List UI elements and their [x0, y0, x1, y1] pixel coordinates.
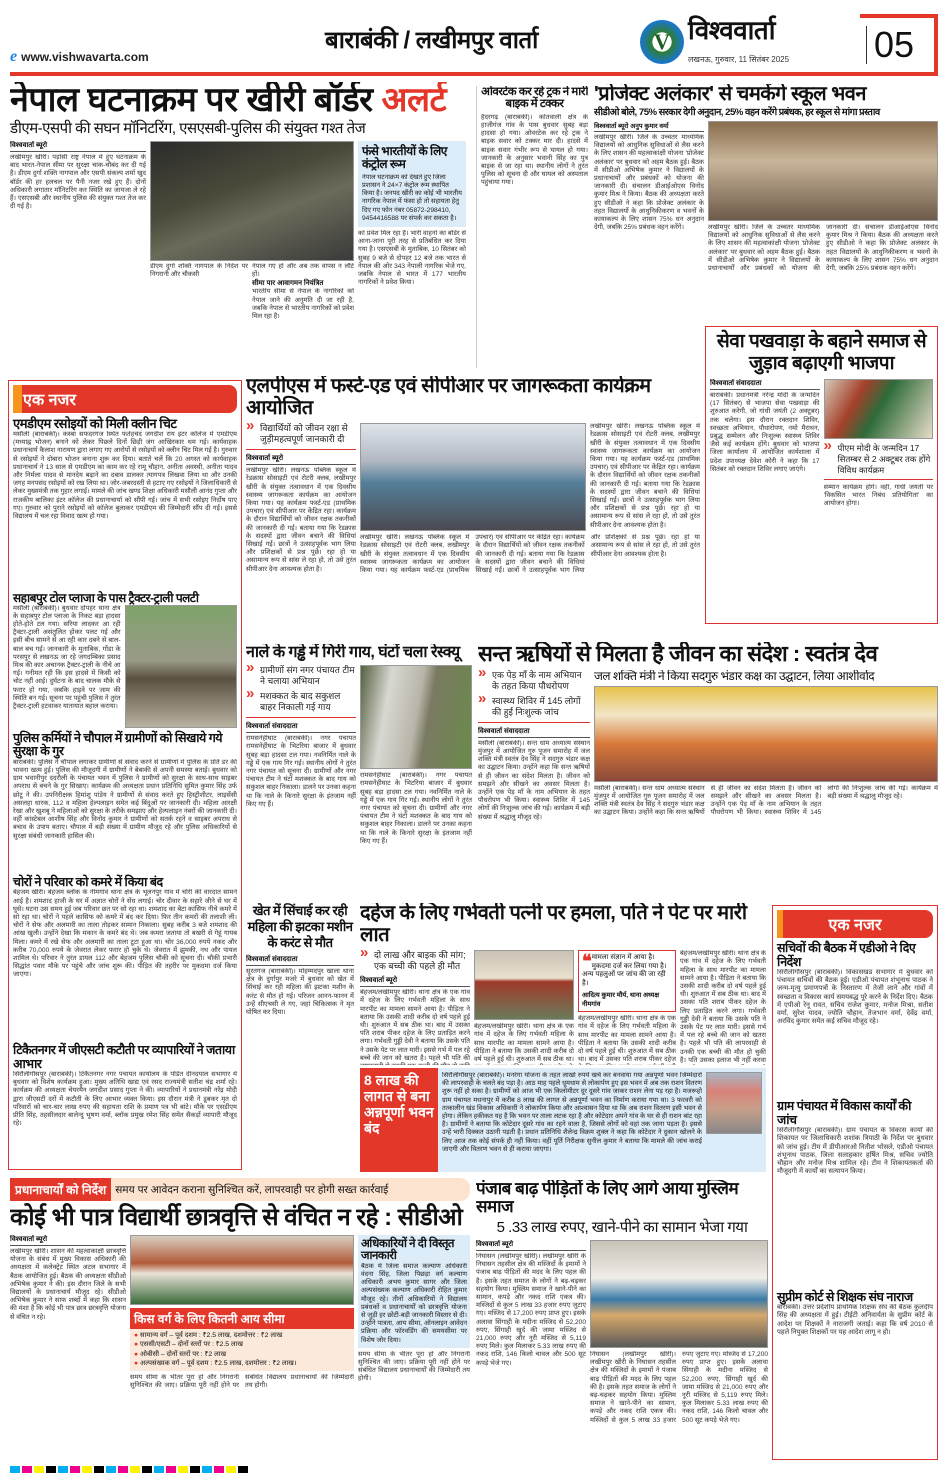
minister-event-photo: [594, 686, 938, 782]
lps-col1: » विद्यार्थियों को जीवन रक्षा से जुड़ीमहत्वपूर्ण जानकारी दी विश्ववार्ता ब्यूरो लखीमपुर खीरी। लखनऊ पब्लिक स्कूल में रेडक्रास सोसाइटी एवं रोटरी क्लब, लखीमपुर खीरी के संयुक्त तत्वावधान में एक दिवसीय स्वास्थ्य जागरूकता कार्यक्रम का आयोजन किया गया। यह कार्यक्रम फर्स्ट-एड (प्राथमिक उपचार) एवं सीपीआर पर केंद्रित रहा। कार्यक्रम के दौरान विद्यार्थियों को जीवन रक्षक तकनीकों की जानकारी दी गई। बताया गया कि रेडक्रास के सदस्यों द्वारा जीवन बचाने की विधियां सिखाई गईं। छात्रों ने उत्साहपूर्वक भाग लिया और प्रशिक्षकों से प्रश्न पूछे। रहा हो या असामान्य रूप से सांस ले रहा हो, तो उसे तुरंत सीपीआर देना आवश्यक होता है।: [246, 423, 356, 640]
cow-in-drain-photo: [360, 665, 472, 769]
logo: V: [640, 20, 684, 64]
lead-story: [10, 82, 470, 368]
alankar-body: विश्ववार्ता ब्यूरो अनुप कुमार वर्मा लखीमपुर खीरी। जिले के उच्चतर माध्यमिक विद्यालयों को आधुनिक सुविधाओं से लैस करने के लिए शासन की महत्वाकांक्षी योजना 'प्रोजेक्ट अलंकार' पर बुधवार को अहम बैठक हुई। बैठक में सीडीओ अभिषेक कुमार ने विद्यालयों के प्रधानाचार्यों और प्रबंधकों को योजना की जानकारी दी। संचालन डीआईओएस विनोद कुमार मिश्र ने किया। बैठक की अध्यक्षता करते हुए सीडीओ ने कहा कि प्रोजेक्ट अलंकार के तहत विद्यालयों के आधुनिकीकरण व भवनों के कायाकल्प के लिए शासन 75% धन अनुदान देगी, जबकि 25% प्रबंधक वहन करेंगे।: [594, 122, 704, 232]
lead-right: [358, 141, 466, 368]
alankar-headline: 'प्रोजेक्ट अलंकार' से चमकेंगे स्कूल भवन: [594, 84, 867, 105]
photo-caption: डीएम दुर्गा शक्ति नागपाल के निर्देश पर निगरानी और चौकसी: [150, 262, 248, 279]
punjab-story: पंजाब बाढ़ पीड़ितों के लिए आगे आया मुस्लिम समाज 5 .33 लाख रुपए, खाने-पीने का सामान भेजा गया विश्ववार्ता ब्यूरो निघासन (लखीमपुर खीरी)। लखीमपुर खीरी के निघासन तहसील क्षेत्र की मस्जिदों के इमामों ने पंजाब बाढ़ पीड़ितों की मदद के लिए पहल की है। इसके तहत समाज के लोगों ने बढ़-चढ़कर सहयोग किया। मुस्लिम समाज ने खाने-पीने का सामान, कपड़े और नकद राशि एकत्र की। मस्जिदों से कुल 5 लाख 33 हजार रुपए जुटाए गए। मस्जिद से 17,200 रुपए प्राप्त हुए। इसके अलावा सिंगाही के मदीना मस्जिद से 52,200 रुपए, सिंगाही खुर्द की जामा मस्जिद से 21,000 रुपए और नूरी मस्जिद से 5,119 रुपए मिले। कुल मिलाकर 5.33 लाख रुपए की नकद राशि, 146 किलो चावल और 500 सूट कपड़े भेजे गए। निघासन (लखीमपुर खीरी)। लखीमपुर खीरी के निघासन तहसील क्षेत्र की मस्जिदों के इमामों ने पंजाब बाढ़ पीड़ितों की मदद के लिए पहल की है। इसके तहत समाज के लोगों ने बढ़-चढ़कर सहयोग किया। मुस्लिम समाज ने खाने-पीने का सामान, कपड़े और नकद राशि एकत्र की। मस्जिदों से कुल 5 लाख 33 हजार रुपए जुटाए गए। मस्जिद से 17,200 रुपए प्राप्त हुए। इसके अलावा सिंगाही के मदीना मस्जिद से 52,200 रुपए, सिंगाही खुर्द की जामा मस्जिद से 21,000 रुपए और नूरी मस्जिद से 5,119 रुपए मिले। कुल मिलाकर 5.33 लाख रुपए की नकद राशि, 146 किलो चावल और 500 सूट कपड़े भेजे गए।: [476, 1180, 768, 1460]
income-limit-box: किस वर्ग के लिए कितनी आय सीमा ● सामान्य वर्ग – पूर्व दशम : ₹2.5 लाख, दशमोत्तर : ₹2 लाख ● एससी/एसटी – दोनों स्तरों पर : ₹2.5 लाख ● ओबीसी – दोनों स्तरों पर : ₹2 लाख ● अल्पसंख्यक वर्ग – पूर्व दशम : ₹2.5 लाख, दशमोत्तर : ₹2 लाख।: [130, 1308, 354, 1371]
sant-col1: » एक पेड़ माँ के नाम अभियान के तहत किया पौधरोपण » स्वास्थ्य शिविर में 145 लोगों की हुई निःशुल्क जांच विश्ववार्ता संवाददाता मसौली (बाराबंकी)। सन्त धाम अध्यात्म संस्थान मुंजपुर में आयोजित गुरु पूजन समारोह में जल शक्ति मंत्री स्वतंत्र देव सिंह ने सदगुरु भंडार कक्ष का उद्घाटन किया। उन्होंने कहा कि सन्त ऋषियों से ही जीवन का संदेश मिलता है। जीवन को समझने और सीखने का अवसर मिलता है। उन्होंने एक पेड़ माँ के नाम अभियान के तहत पौधरोपण भी किया। स्वास्थ्य शिविर में 145 लोगों की निःशुल्क जांच की गई। कार्यक्रम में बड़ी संख्या में श्रद्धालु मौजूद रहे।: [478, 670, 590, 890]
lead-col3: को प्रवेश मिल रहा है। भारी वाहनों का बॉर्डर से आना-जाना पूरी तरह से प्रतिबंधित कर दिया गया है। एसएसबी के मुताबिक, 10 सितंबर को सुबह 9 बजे से दोपहर 12 बजे तक भारत से नेपाल की ओर 343 नेपाली नागरिक भेजे गए, जबकि नेपाल से भारत में 177 भारतीय नागरिकों ने प्रवेश किया।: [358, 230, 466, 287]
scholarship-story: प्रधानाचार्यों को निर्देश समय पर आवेदन कराना सुनिश्चित करें, लापरवाही पर होगी सख्त कार्रवाई कोई भी पात्र विद्यार्थी छात्रवृत्ति से वंचित न रहे : सीडीओ विश्ववार्ता ब्यूरो लखीमपुर खीरी। शासन की महत्वाकांक्षी छात्रवृत्ति योजना के संबंध में मुख्य विकास अधिकारी की अध्यक्षता में कलेक्ट्रेट स्थित अटल सभागार में बैठक आयोजित हुई। बैठक की अध्यक्षता सीडीओ अभिषेक कुमार ने की। इस दौरान जिले के सभी विद्यालयों के प्रधानाचार्य मौजूद रहे। सीडीओ अभिषेक कुमार ने साफ शब्दों में कहा कि शासन की मंशा है कि कोई भी पात्र छात्र छात्रवृत्ति योजना से वंचित न रहे। किस वर्ग के लिए कितनी आय सीमा ● सामान्य वर्ग – पूर्व दशम : ₹2.5 लाख, दशमोत्तर : ₹2 लाख ● एससी/एसटी – दोनों स्तरों पर : ₹2.5 लाख ● ओबीसी – दोनों स्तरों पर : ₹2 लाख ● अल्पसंख्यक वर्ग – पूर्व दशम : ₹2.5 लाख, दशमोत्तर : ₹2 लाख। समय सीमा के भीतर पूरा हो और निगरानी सुनिश्चित की जाए। प्रक्रिया पूरी नहीं होने पर संबंधित विद्यालय प्रधानाचार्यों की जिम्मेदारी तय होगी। अधिकारियों ने दी विस्तृत जानकारी बैठक में जिला समाज कल्याण अधिकारी वंदना सिंह, जिला पिछड़ा वर्ग कल्याण अधिकारी अभय कुमार सागर और जिला अल्पसंख्यक कल्याण अधिकारी रोहित कुमार मौजूद रहे। तीनों अधिकारियों ने विद्यालय प्रबंधकों व प्रधानाचार्यों को छात्रवृत्ति योजना से जुड़ी हर छोटी-बड़ी जानकारी विस्तार से दी। उन्होंने पात्रता, आय सीमा, ऑनलाइन आवेदन प्रक्रिया और फॉरवर्डिंग की समयसीमा पर विशेष जोर दिया। समय सीमा के भीतर पूरा हो और निगरानी सुनिश्चित की जाए। प्रक्रिया पूरी नहीं होने पर संबंधित विद्यालय प्रधानाचार्यों की जिम्मेदारी तय होगी।: [10, 1178, 470, 1460]
annapurna-box: 8 लाख की लागत से बना अन्नपूर्णा भवन बंद सिरौलीगौसपुर (बाराबंकी)। मनरेगा योजना के तहत लाखों रुपये खर्च कर बनवाया गया अन्नपूर्णा भवन जिम्मेदारों की लापरवाही के चलते बंद पड़ा है। आठ माह पहले धूमधाम से लोकार्पण हुए इस भवन में अब तक राशन वितरण शुरू नहीं हो सका है। ग्रामीणों को आज भी एक किलोमीटर दूर दूसरे गांव जाकर राशन लेना पड़ रहा है। मजरूहो ग्राम पंचायत मधनापुर में करीब 8 लाख की लागत से अन्नपूर्णा भवन का निर्माण कराया गया था। 3 फरवरी को तत्कालीन खंड विकास अधिकारी ने लोकार्पण किया और आश्वासन दिया था कि अब राशन वितरण इसी भवन से होगा। लेकिन हकीकत यह है कि भवन पर ताला लटक रहा है और कोटेदार अपने गांव के घर से ही राशन बांट रहा है। ग्रामीणों ने बताया कि कोटेदार दूसरे गांव का रहने वाला है, जिससे लोगों को वहां तक जाना पड़ता है। इससे उन्हें भारी दिक्कत उठानी पड़ती है। प्रधान प्रतिनिधि शैलेन्द्र विक्रम शुक्ल ने कहा कि कोटेदार ने दुकान खोलने के लिए आज तक कोई संपर्क ही नहीं किया। वहीं पूर्ति निरीक्षक सुनील कुमार ने बताया कि मामले की जांच कराई जाएगी और वितरण भवन से ही कराया जाएगा।: [360, 1068, 766, 1172]
first-aid-program-photo: [360, 423, 586, 531]
sant-headline: सन्त ऋषियों से मिलता है जीवन का संदेश : स्वतंत्र देव: [478, 642, 878, 666]
cow-headline: नाले के गड्ढे में गिरी गाय, घंटों चला रेस्क्यू: [246, 644, 460, 661]
dahej-story: दहेज के लिए गर्भवती पत्नी पर हमला, पति ने पेट पर मारी लात » दो लाख और बाइक की मांग; एक बच्ची की पहले ही मौत विश्ववार्ता ब्यूरो बेहजम/लखीमपुर खीरी। थाना क्षेत्र के एक गांव में दहेज के लिए गर्भवती महिला के साथ मारपीट का मामला सामने आया है। पीड़िता ने बताया कि उसकी शादी करीब दो वर्ष पहले हुई थी। शुरुआत में सब ठीक था। बाद में उसका पति शराब पीकर दहेज के लिए प्रताड़ित करने लगा। गर्भवती गुड्डी देवी ने बताया कि उसके पति ने उसके पेट पर लात मारी। इससे गर्भ में पल रहे बच्चे की जान को खतरा है। पहले भी पति की बेहजम/लखीमपुर खीरी। थाना क्षेत्र के एक गांव में दहेज के लिए गर्भवती महिला के साथ मारपीट का मामला सामने आया है। पीड़िता ने बताया कि उसकी शादी करीब दो वर्ष पहले हुई थी। शुरुआत में सब ठीक था। ❝ मामला संज्ञान में आया है। मुकदमा दर्ज कर लिया गया है। अन्य पहलुओं पर जांच की जा रही है। आदित्य कुमार मौर्य, थाना अध्यक्ष नीमगांव बेहजम/लखीमपुर खीरी। थाना क्षेत्र के एक गांव में दहेज के लिए गर्भवती महिला के साथ मारपीट का मामला सामने आया है। पीड़िता ने बताया कि उसकी शादी करीब दो वर्ष पहले हुई थी। शुरुआत में सब ठीक था। बाद में उसका पति शराब पीकर दहेज बेहजम/लखीमपुर खीरी। थाना क्षेत्र के एक गांव में दहेज के लिए गर्भवती महिला के साथ मारपीट का मामला सामने आया है। पीड़िता ने बताया कि उसकी शादी करीब दो वर्ष पहले हुई थी। शुरुआत में सब ठीक था। बाद में उसका पति शराब पीकर दहेज के लिए प्रताड़ित करने लगा। गर्भवती गुड्डी देवी ने बताया कि उसके पति ने उसके पेट पर लात मारी। इससे गर्भ में पल रहे बच्चे की जान को खतरा है। पहले भी पति की लापरवाही से उनकी एक बच्ची की मौत हो चुकी है। पति उसका इलाज भी नहीं करवा: [360, 903, 766, 1065]
alankar-subheadline: सीडीओ बोले, 75% सरकार देगी अनुदान, 25% वहन करेंगे प्रबंधक, हर स्कूल से मांगा प्रस्ताव: [594, 106, 880, 118]
alankar-story: [594, 84, 938, 320]
bjp-event-photo: [824, 379, 934, 439]
lead-mid: [150, 141, 354, 368]
shock-story: खेत में सिंचाई कर रही महिला की झटका मशीन के करंट से मौत विश्ववार्ता संवाददाता सूरतगंज (बाराबंकी)। मोहम्मदपुर खाला थाना क्षेत्र के दुर्गापुर मजरे में बुधवार को खेत में सिंचाई कर रही महिला की झटका मशीन के करंट से मौत हो गई। परिजन आनन-फानन में उन्हें सीएचसी ले गए, जहां चिकित्सक ने मृत घोषित कर दिया।: [246, 903, 354, 1017]
lead-subheadline: डीएम-एसपी की सघन मॉनिटरिंग, एसएसबी-पुलिस की संयुक्त गश्त तेज: [10, 119, 366, 137]
browser-e-icon: e: [10, 48, 18, 65]
cow-story: नाले के गड्ढे में गिरी गाय, घंटों चला रेस्क्यू » ग्रामीणों संग नगर पंचायत टीम ने चलाया अभियान » मशक्कत के बाद सकुशल बाहर निकाली गई गाय विश्ववार्ता संवाददाता रामसनेहीघाट (बाराबंकी)। नगर पंचायत रामसनेहीघाट के भिटरिया बाजार में बुधवार सुबह बड़ा हादसा टल गया। नवनिर्मित नाले के गड्ढे में एक गाय गिर गई। स्थानीय लोगों ने तुरंत नगर पंचायत को सूचना दी। ग्रामीणों और नगर पंचायत टीम ने घंटों मशक्कत के बाद गाय को सकुशल बाहर निकाला। डालने पर उनका कहना था कि नाले के किनारे सुरक्षा के इंतजाम नहीं किए गए हैं। रामसनेहीघाट (बाराबंकी)। नगर पंचायत रामसनेहीघाट के भिटरिया बाजार में बुधवार सुबह बड़ा हादसा टल गया। नवनिर्मित नाले के गड्ढे में एक गाय गिर गई। स्थानीय लोगों ने तुरंत नगर पंचायत को सूचना दी। ग्रामीणों और नगर पंचायत टीम ने घंटों मशक्कत के बाद गाय को सकुशल बाहर निकाला। डालने पर उनका कहना था कि नाले के किनारे सुरक्षा के इंतजाम नहीं किए गए हैं।: [246, 644, 472, 890]
dahej-headline: दहेज के लिए गर्भवती पत्नी पर हमला, पति ने पेट पर मारी लात: [360, 903, 747, 946]
meeting-photo: [708, 121, 938, 221]
alankar-right: लखीमपुर खीरी। जिले के उच्चतर माध्यमिक विद्यालयों को आधुनिक सुविधाओं से लैस करने के लिए शासन की महत्वाकांक्षी योजना 'प्रोजेक्ट अलंकार' पर बुधवार को अहम बैठक हुई। बैठक में सीडीओ अभिषेक कुमार ने विद्यालयों के प्रधानाचार्यों और प्रबंधकों को योजना की जानकारी दी। संचालन डीआईओएस विनोद कुमार मिश्र ने किया। बैठक की अध्यक्षता करते हुए सीडीओ ने कहा कि प्रोजेक्ट अलंकार के तहत विद्यालयों के आधुनिकीकरण व भवनों के कायाकल्प के लिए शासन 75% धन अनुदान देगी, जबकि 25% प्रबंधक वहन करेंगे।: [708, 121, 938, 320]
subhead: सीमा पार आवागमन नियंत्रित: [252, 280, 324, 288]
lead-headline: नेपाल घटनाक्रम पर खीरी बॉर्डर अलर्ट: [10, 82, 447, 119]
seva-box: सेवा पखवाड़ा के बहाने समाज से जुड़ाव बढ़ाएगी भाजपा विश्ववार्ता संवाददाता बाराबंकी। प्रधानमंत्री नरेन्द्र मोदी के जन्मदिन (17 सितंबर) से भाजपा सेवा पखवाड़ा की शुरुआत करेगी, जो गांधी जयंती (2 अक्टूबर) तक चलेगा। इस दौरान रक्तदान शिविर, स्वच्छता अभियान, पौधारोपण, नमो मैराथन, प्रबुद्ध सम्मेलन और निःशुल्क स्वास्थ्य शिविर जैसे कई कार्यक्रम होंगे। बुधवार को भाजपा जिला कार्यालय में आयोजित कार्यशाला में प्रदेश उपाध्यक्ष देवेश कोरी ने कहा कि 17 सितंबर को रक्तदान शिविर लगाए जाएंगे। » पीएम मोदी के जन्मदिन 17 सितम्बर से 2 अक्टूबर तक होंगे विविध कार्यक्रम सम्मान कार्यक्रम होंगे। वहीं, गांधी जयंती पर 'विकसित भारत निबंध प्रतियोगिता' का आयोजन होगा।: [705, 326, 938, 624]
tractor-accident-photo: [125, 605, 237, 728]
scholarship-meeting-photo: [130, 1235, 354, 1305]
page-number-box: [860, 14, 938, 72]
officers-box: अधिकारियों ने दी विस्तृत जानकारी बैठक में जिला समाज कल्याण अधिकारी वंदना सिंह, जिला पिछड़ा वर्ग कल्याण अधिकारी अभय कुमार सागर और जिला अल्पसंख्यक कल्याण अधिकारी रोहित कुमार मौजूद रहे। तीनों अधिकारियों ने विद्यालय प्रबंधकों व प्रधानाचार्यों को छात्रवृत्ति योजना से जुड़ी हर छोटी-बड़ी जानकारी विस्तार से दी। उन्होंने पात्रता, आय सीमा, ऑनलाइन आवेदन प्रक्रिया और फॉरवर्डिंग की समयसीमा पर विशेष जोर दिया।: [358, 1235, 470, 1348]
income-item: ● एससी/एसटी – दोनों स्तरों पर : ₹2.5 लाख: [134, 1341, 243, 1349]
quote-icon: ❝: [582, 951, 592, 972]
color-registration-bar: [10, 1463, 940, 1473]
punjab-col1: विश्ववार्ता ब्यूरो निघासन (लखीमपुर खीरी)। लखीमपुर खीरी के निघासन तहसील क्षेत्र की मस्जिदों के इमामों ने पंजाब बाढ़ पीड़ितों की मदद के लिए पहल की है। इसके तहत समाज के लोगों ने बढ़-चढ़कर सहयोग किया। मुस्लिम समाज ने खाने-पीने का सामान, कपड़े और नकद राशि एकत्र की। मस्जिदों से कुल 5 लाख 33 हजार रुपए जुटाए गए। मस्जिद से 17,200 रुपए प्राप्त हुए। इसके अलावा सिंगाही के मदीना मस्जिद से 52,200 रुपए, सिंगाही खुर्द की जामा मस्जिद से 21,000 रुपए और नूरी मस्जिद से 5,119 रुपए मिले। कुल मिलाकर 5.33 लाख रुपए की नकद राशि, 146 किलो चावल और 500 सूट कपड़े भेजे गए।: [476, 1240, 586, 1367]
donation-photo: [590, 1240, 768, 1348]
website[interactable]: e www.vishwavarta.com: [10, 48, 149, 65]
header-rule: [10, 72, 938, 76]
annapurna-label: 8 लाख की लागत से बना अन्नपूर्णा भवन बंद: [360, 1068, 438, 1172]
scholarship-headline: कोई भी पात्र विद्यार्थी छात्रवृत्ति से वंचित न रहे : सीडीओ: [10, 1204, 463, 1231]
right-ek-nazar: एक नजर सचिवों की बैठक में एडीओ ने दिए निर्देश सिरौलीगौसपुर (बाराबंकी)। विकासखंड सभागार में बुधवार को पंचायत सचिवों की बैठक हुई। एडीओ पंचायत शंभूनाथ पाठक ने जन्म-मृत्यु प्रमाणपत्रों के निस्तारण में तेजी लाने और गांवों में स्वच्छता व विकास कार्य समयबद्ध पूरे करने के निर्देश दिए। बैठक में एपीओ रेनू रावत, सचिव राजेश कुमार, मनोज मिश्रा, सतीश वर्मा, सुरेश यादव, ज्योति चौहान, तेजभान वर्मा, देवेंद्र वर्मा, अरविंद कुमार समेत कई सचिव मौजूद रहे। ग्राम पंचायत में विकास कार्यों की जांच सिरौलीगौसपुर (बाराबंकी)। ग्राम पंचायत के विकास कार्यों की शिकायत पर जिलाधिकारी शशांक त्रिपाठी के निर्देश पर बुधवार को जांच हुई। टीम में डीपीआरओ नितीश भोसले, एडीओ पंचायत शंभूनाथ पाठक, जिला सलाहकार हर्षित मिश्र, सचिव ज्योति चौहान और मनोज मिश्र शामिल रहे। टीम ने शिकायतकर्ता की मौजूदगी में कार्यों का सत्यापन किया। सुप्रीम कोर्ट से शिक्षक संघ नाराज बाराबंकी। उत्तर प्रदेशीय प्राथमिक शिक्षक संघ की बैठक कुलदीप सिंह की अध्यक्षता में हुई। टीईटी अनिवार्यता के सुप्रीम कोर्ट के आदेश पर शिक्षकों ने नाराजगी जताई। कहा कि वर्ष 2010 से पहले नियुक्त शिक्षकों पर यह आदेश लागू न हो।: [772, 905, 938, 1460]
lead-col1: विश्ववार्ता ब्यूरो लखीमपुर खीरी। पड़ोसी राष्ट्र नेपाल में हुए घटनाक्रम के बाद भारत-नेपाल सीमा पर सुरक्षा चाक-चौबंद कर दी गई है। डीएम दुर्गा शक्ति नागपाल और एसपी संकल्प शर्मा खुद बॉर्डर की हर हलचल पर पैनी नजर रखे हुए हैं। दोनों अधिकारी लगातार मॉनिटरिंग कर स्थिति का जायजा ले रहे हैं। एसएसबी और स्थानीय पुलिस की संयुक्त गश्त तेज कर दी गई है।: [10, 141, 146, 211]
scholarship-strip: प्रधानाचार्यों को निर्देश समय पर आवेदन कराना सुनिश्चित करें, लापरवाही पर होगी सख्त कार्रवाई: [10, 1178, 470, 1201]
cow-col1: » ग्रामीणों संग नगर पंचायत टीम ने चलाया अभियान » मशक्कत के बाद सकुशल बाहर निकाली गई गाय विश्ववार्ता संवाददाता रामसनेहीघाट (बाराबंकी)। नगर पंचायत रामसनेहीघाट के भिटरिया बाजार में बुधवार सुबह बड़ा हादसा टल गया। नवनिर्मित नाले के गड्ढे में एक गाय गिर गई। स्थानीय लोगों ने तुरंत नगर पंचायत को सूचना दी। ग्रामीणों और नगर पंचायत टीम ने घंटों मशक्कत के बाद गाय को सकुशल बाहर निकाला। डालने पर उनका कहना था कि नाले के किनारे सुरक्षा के इंतजाम नहीं किए गए हैं।: [246, 665, 356, 890]
scholar-col1: विश्ववार्ता ब्यूरो लखीमपुर खीरी। शासन की महत्वाकांक्षी छात्रवृत्ति योजना के संबंध में मुख्य विकास अधिकारी की अध्यक्षता में कलेक्ट्रेट स्थित अटल सभागार में बैठक आयोजित हुई। बैठक की अध्यक्षता सीडीओ अभिषेक कुमार ने की। इस दौरान जिले के सभी विद्यालयों के प्रधानाचार्य मौजूद रहे। सीडीओ अभिषेक कुमार ने साफ शब्दों में कहा कि शासन की मंशा है कि कोई भी पात्र छात्र छात्रवृत्ति योजना से वंचित न रहे।: [10, 1235, 126, 1321]
punjab-subheadline: 5 .33 लाख रुपए, खाने-पीने का सामान भेजा गया: [496, 1218, 748, 1236]
annapurna-building-photo: [706, 1072, 762, 1134]
income-item: ● सामान्य वर्ग – पूर्व दशम : ₹2.5 लाख, दशमोत्तर : ₹2 लाख: [134, 1331, 283, 1339]
truck-story: ओवरटेक कर रहे ट्रक ने मारी बाइक में टक्कर हैदरगढ़ (बाराबंकी)। कोतवाली क्षेत्र के हाजीगंज गांव के पास बुधवार सुबह बड़ा हादसा हो गया। ओवरटेक कर रहे ट्रक ने बाइक सवार को टक्कर मार दी। हादसे में बाइक सवार गंभीर रूप से घायल हो गया। जानकारी के अनुसार भवानी सिंह का पुत्र बाइक से जा रहा था। स्थानीय लोगों ने तुरंत पुलिस को सूचना दी और घायल को अस्पताल पहुंचाया गया।: [476, 86, 588, 368]
lps-story: एलपीएस में फर्स्ट-एड एवं सीपीआर पर जागरूकता कार्यक्रम आयोजित » विद्यार्थियों को जीवन रक्षा से जुड़ीमहत्वपूर्ण जानकारी दी विश्ववार्ता ब्यूरो लखीमपुर खीरी। लखनऊ पब्लिक स्कूल में रेडक्रास सोसाइटी एवं रोटरी क्लब, लखीमपुर खीरी के संयुक्त तत्वावधान में एक दिवसीय स्वास्थ्य जागरूकता कार्यक्रम का आयोजन किया गया। यह कार्यक्रम फर्स्ट-एड (प्राथमिक उपचार) एवं सीपीआर पर केंद्रित रहा। कार्यक्रम के दौरान विद्यार्थियों को जीवन रक्षक तकनीकों की जानकारी दी गई। बताया गया कि रेडक्रास के सदस्यों द्वारा जीवन बचाने की विधियां सिखाई गईं। छात्रों ने उत्साहपूर्वक भाग लिया और प्रशिक्षकों से प्रश्न पूछे। रहा हो या असामान्य रूप से सांस ले रहा हो, तो उसे तुरंत सीपीआर देना आवश्यक होता है। लखीमपुर खीरी। लखनऊ पब्लिक स्कूल में रेडक्रास सोसाइटी एवं रोटरी क्लब, लखीमपुर खीरी के संयुक्त तत्वावधान में एक दिवसीय स्वास्थ्य जागरूकता कार्यक्रम का आयोजन किया गया। यह कार्यक्रम फर्स्ट-एड (प्राथमिक उपचार) एवं सीपीआर पर केंद्रित रहा। कार्यक्रम के दौरान विद्यार्थियों को जीवन रक्षक तकनीकों की जानकारी दी गई। बताया गया कि रेडक्रास के सदस्यों द्वारा जीवन बचाने की विधियां सिखाई गईं। छात्रों ने उत्साहपूर्वक भाग लिया और प्रशिक्षकों से प्रश्न पूछे। रहा हो या असामान्य रूप से सांस ले रहा हो, तो उसे तुरंत सीपीआर देना आवश्यक होता है। लखीमपुर खीरी। लखनऊ पब्लिक स्कूल में रेडक्रास सोसाइटी एवं रोटरी क्लब, लखीमपुर खीरी के संयुक्त तत्वावधान में एक दिवसीय स्वास्थ्य जागरूकता कार्यक्रम का आयोजन किया गया। यह कार्यक्रम फर्स्ट-एड (प्राथमिक उपचार) एवं सीपीआर पर केंद्रित रहा। कार्यक्रम के दौरान विद्यार्थियों को जीवन रक्षक तकनीकों की जानकारी दी गई। बताया गया कि रेडक्रास के सदस्यों द्वारा जीवन बचाने की विधियां सिखाई गईं। छात्रों ने उत्साहपूर्वक भाग लिया और प्रशिक्षकों से प्रश्न पूछे। रहा हो या असामान्य रूप से सांस ले रहा हो, तो उसे तुरंत सीपीआर देना आवश्यक होता है।: [246, 376, 700, 640]
control-room-box: फंसे भारतीयों के लिए कंट्रोल रूम नेपाल घटनाक्रम को देखते हुए जिला प्रशासन ने 24×7 कंट्रोल रूम स्थापित किया है। जनपद खीरी का कोई भी भारतीय नागरिक नेपाल में फंसा हो तो सहायता हेतु दिए गए फोन नंबर 05872-298410, 9454416588 पर संपर्क कर सकता है।: [358, 141, 466, 227]
income-item: ● अल्पसंख्यक वर्ग – पूर्व दशम : ₹2.5 लाख, दशमोत्तर : ₹2 लाख।: [134, 1360, 297, 1368]
lps-headline: एलपीएस में फर्स्ट-एड एवं सीपीआर पर जागरूकता कार्यक्रम आयोजित: [246, 376, 651, 419]
border-patrol-photo: [150, 141, 354, 261]
left-ek-nazar: एक नजर एमडीएम रसोइयों को मिली क्लीन चिट मसौली (बाराबंकी)। कस्बा सफदरगंज स्थित फतेहचंद जगदीश राय इंटर कॉलेज में एमडीएम (मध्याह्न भोजन) बनाने को लेकर पिछले दिनों छिड़ी जंग आखिरकार थम गई। कार्यवाहक प्रधानाचार्य कैलाश नारायण द्वारा लगाए गए आरोपों से रसोइयों को क्लीन चिट मिल गई है। गुरुवार से रसोइयों ने दोबारा भोजन बनाना शुरू कर दिया। बताते चलें कि 20 अगस्त को कार्यवाहक प्रधानाचार्य ने 13 साल से एमडीएम का काम कर रहे रामू चौहान, अनीता अवस्थी, अनीता यादव और निर्मला यादव से मानदेय बढ़ाने का दबाव डालकर त्यागपत्र लिखवा लिया था और उनकी जगह मनपसंद रसोइयों को रख लिया था। जोर-जबरदस्ती से हटाए गए रसोइयों ने जिलाधिकारी से लेकर मुख्यमंत्री तक गुहार लगाई। मामले की जांच खण्ड शिक्षा अधिकारी मसौली आनंद गुप्ता और राजकीय बालिका इंटर कॉलेज की प्रधानाचार्या को सौंपी गई। जांच में सभी रसोइए निर्दोष पाए गए। गुरुवार को पुराने रसोइयों को कॉलेज बुलाकर एमडीएम की जिम्मेदारी सौंप दी गई। इससे विद्यालय में चल रहा विवाद खत्म हो गया। सहाबपुर टोल प्लाजा के पास ट्रैक्टर-ट्राली पलटी मसौली (बाराबंकी)। बुधवार दोपहर थाना क्षेत्र के सहाबपुर टोल प्लाजा के निकट बड़ा हादसा होते-होते टल गया। सरिया लादकर आ रही ट्रैक्टर-ट्राली असंतुलित होकर पलट गई और इसी बीच सामने से आ रही कार दबने से बाल-बाल बच गई। जानकारी के मुताबिक, गोंडा के परसपुर से लखनऊ जा रहे जगदम्बिका प्रसाद मिश्र की कार अचानक ट्रैक्टर-ट्राली के नीचे आ गई। गनीमत रही कि इस हादसे में किसी को चोट नहीं आई। दुर्घटना के बाद चालक मौके से फरार हो गया, जबकि हाइवे पर जाम की स्थिति बन गई। सूचना पर पहुंची पुलिस ने तुरंत ट्रैक्टर-ट्राली हटवाकर यातायात बहाल कराया। पुलिस कर्मियों ने चौपाल में ग्रामीणों को सिखाये गये सुरक्षा के गुर बाराबंकी। पुलिस ने चौपाल लगाकर ग्रामीणों से संवाद करने से ग्रामीणों में पुलिस के प्रति डर की भावना खत्म हुई। पुलिस की मौजूदगी में ग्रामीणों ने बेबाकी से अपनी समस्या बताई। बुधवार को ग्राम भवानीपुर ददरौली के पंचायत भवन में पुलिस ने ग्रामीणों को सुरक्षा के साथ-साथ साइबर अपराध से बचने के गुर सिखाए। कार्यक्रम की अध्यक्षता प्रधान प्रतिनिधि सुमित कुमार सिंह उर्फ छोटू ने की। उपनिरीक्षक हिमांशु पांडेय ने ग्रामीणों से संवाद करते हुए हिस्ट्रीशीटर, लाइसेंसी असलहा धारक, 112 व महिला हेल्पलाइन समेत कई बिंदुओं पर जानकारी दी। महिला आरक्षी रेखा और खुशबू ने महिलाओं को सुरक्षा के तरीके समझाए और हेल्पलाइन नंबरों की जानकारी दी। वहीं कांस्टेबल आशीष सिंह और विनोद कुमार ने ग्रामीणों को सतर्क रहने व साइबर अपराध से बचाव के उपाय बताए। चौपाल में बड़ी संख्या में ग्रामीण मौजूद रहे और पुलिस अधिकारियों से सुरक्षा संबंधी जानकारी हासिल की। चोरों ने परिवार को कमरे में किया बंद बेहजम खीरी। बेहजम ब्लॉक के नीमगांव थाना क्षेत्र के भूलनपुर गांव में चोरी की वारदात सामने आई है। शमशाद हाजी के घर में अज्ञात चोरों ने सेंध लगाई। चोर दीवार के सहारे जीने से घर में घुसे। घटना उस समय हुई जब परिवार छत पर सो रहा था। शमशाद का बेटा कासिफ नीचे कमरे में सो रहा था। चोरों ने पहले कासिफ को कमरे में बंद कर दिया। फिर तीन कमरों की तलाशी ली। चोरों ने सेफ और अलमारी का ताला तोड़कर सामान निकाला। सुबह करीब 3 बजे शमशाद की आंख खुली। उन्होंने देखा कि मकान के कमरे बंद थे। जब कमरा जताया तो बखरी से गेहूं गायब मिला। कमरे में रखे सेफ और अलमारी का ताला टूटा हुआ था। चोर 36,000 रुपये नकद और करीब 70,000 रुपये के जेवरात लेकर फरार हो चुके थे। जेवरात में झुमकी, नथ और पायल शामिल थे। परिवार ने तुरंत डायल 112 और बेहजम पुलिस चौकी को सूचना दी। चौकी प्रभारी सिद्धांत पवार मौके पर पहुंचे और जांच शुरू की। पीड़ित की तहरीर पर मुकदमा दर्ज किया जाएगा। टिकैतनगर में जीएसटी कटौती पर व्यापारियों ने जताया आभार सिरौलीगौसपुर (बाराबंकी)। टिकैतनगर नगर पंचायत कार्यालय के पंडित दीनदयाल सभागार में बुधवार को विशेष कार्यक्रम हुआ। मुख्य अतिथि खाद्य एवं रसद राज्यमंत्री सतीश चंद्र शर्मा रहे। कार्यक्रम की अध्यक्षता चेयरमैन जगदीश प्रसाद गुप्ता ने की। व्यापारियों ने प्रधानमंत्री नरेंद्र मोदी द्वारा जीएसटी दरों में कटौती के लिए आभार व्यक्त किया। इस दौरान मंत्री ने डूबकर मृत दो परिवारों को चार-चार लाख रुपए की सहायता राशि के प्रमाण पत्र भी बांटे। मौके पर एसडीएम प्रीति सिंह, तहसीलदार बालेन्दु भूषण वर्मा, ब्लॉक प्रमुख रमेश सिंह समेत सैकड़ों व्यापारी मौजूद रहे।: [8, 380, 242, 1170]
page-number: 05: [874, 24, 915, 65]
dateline: लखनऊ, गुरुवार, 11 सितंबर 2025: [688, 55, 790, 64]
lead-col2: नेपाल गए हो और अब तक वापस न लौटे हों। सीमा पार आवागमन नियंत्रित भारतीय सीमा से नेपाल के नागरिकों को नेपाल जाने की अनुमति दी जा रही है, जबकि नेपाल से भारतीय नागरिकों को प्रवेश मिल रहा है।: [252, 262, 354, 320]
punjab-headline: पंजाब बाढ़ पीड़ितों के लिए आगे आया मुस्लिम समाज: [476, 1180, 739, 1217]
income-item: ● ओबीसी – दोनों स्तरों पर : ₹2 लाख: [134, 1350, 227, 1358]
sant-subheadline: जल शक्ति मंत्री ने किया सदगुरु भंडार कक्ष का उद्घाटन, लिया आशीर्वाद: [594, 669, 875, 683]
section-title: बाराबंकी / लखीमपुर वार्ता: [325, 27, 538, 54]
police-station-photo: [474, 950, 574, 1020]
sant-story: सन्त ऋषियों से मिलता है जीवन का संदेश : स्वतंत्र देव » एक पेड़ माँ के नाम अभियान के तहत किया पौधरोपण » स्वास्थ्य शिविर में 145 लोगों की हुई निःशुल्क जांच विश्ववार्ता संवाददाता मसौली (बाराबंकी)। सन्त धाम अध्यात्म संस्थान मुंजपुर में आयोजित गुरु पूजन समारोह में जल शक्ति मंत्री स्वतंत्र देव सिंह ने सदगुरु भंडार कक्ष का उद्घाटन किया। उन्होंने कहा कि सन्त ऋषियों से ही जीवन का संदेश मिलता है। जीवन को समझने और सीखने का अवसर मिलता है। उन्होंने एक पेड़ माँ के नाम अभियान के तहत पौधरोपण भी किया। स्वास्थ्य शिविर में 145 लोगों की निःशुल्क जांच की गई। कार्यक्रम में बड़ी संख्या में श्रद्धालु मौजूद रहे। जल शक्ति मंत्री ने किया सदगुरु भंडार कक्ष का उद्घाटन, लिया आशीर्वाद मसौली (बाराबंकी)। सन्त धाम अध्यात्म संस्थान मुंजपुर में आयोजित गुरु पूजन समारोह में जल शक्ति मंत्री स्वतंत्र देव सिंह ने सदगुरु भंडार कक्ष का उद्घाटन किया। उन्होंने कहा कि सन्त ऋषियों से ही जीवन का संदेश मिलता है। जीवन को समझने और सीखने का अवसर मिलता है। उन्होंने एक पेड़ माँ के नाम अभियान के तहत पौधरोपण भी किया। स्वास्थ्य शिविर में 145 लोगों की निःशुल्क जांच की गई। कार्यक्रम में बड़ी संख्या में श्रद्धालु मौजूद रहे।: [478, 642, 938, 890]
dahej-col1: » दो लाख और बाइक की मांग; एक बच्ची की पहले ही मौत विश्ववार्ता ब्यूरो बेहजम/लखीमपुर खीरी। थाना क्षेत्र के एक गांव में दहेज के लिए गर्भवती महिला के साथ मारपीट का मामला सामने आया है। पीड़िता ने बताया कि उसकी शादी करीब दो वर्ष पहले हुई थी। शुरुआत में सब ठीक था। बाद में उसका पति शराब पीकर दहेज के लिए प्रताड़ित करने लगा। गर्भवती गुड्डी देवी ने बताया कि उसके पति ने उसके पेट पर लात मारी। इससे गर्भ में पल रहे बच्चे की जान को खतरा है। पहले भी पति की: [360, 950, 470, 1065]
brand-name: विश्ववार्ता: [688, 15, 775, 45]
quote-box: ❝ मामला संज्ञान में आया है। मुकदमा दर्ज कर लिया गया है। अन्य पहलुओं पर जांच की जा रही है। आदित्य कुमार मौर्य, थाना अध्यक्ष नीमगांव: [578, 950, 676, 1012]
